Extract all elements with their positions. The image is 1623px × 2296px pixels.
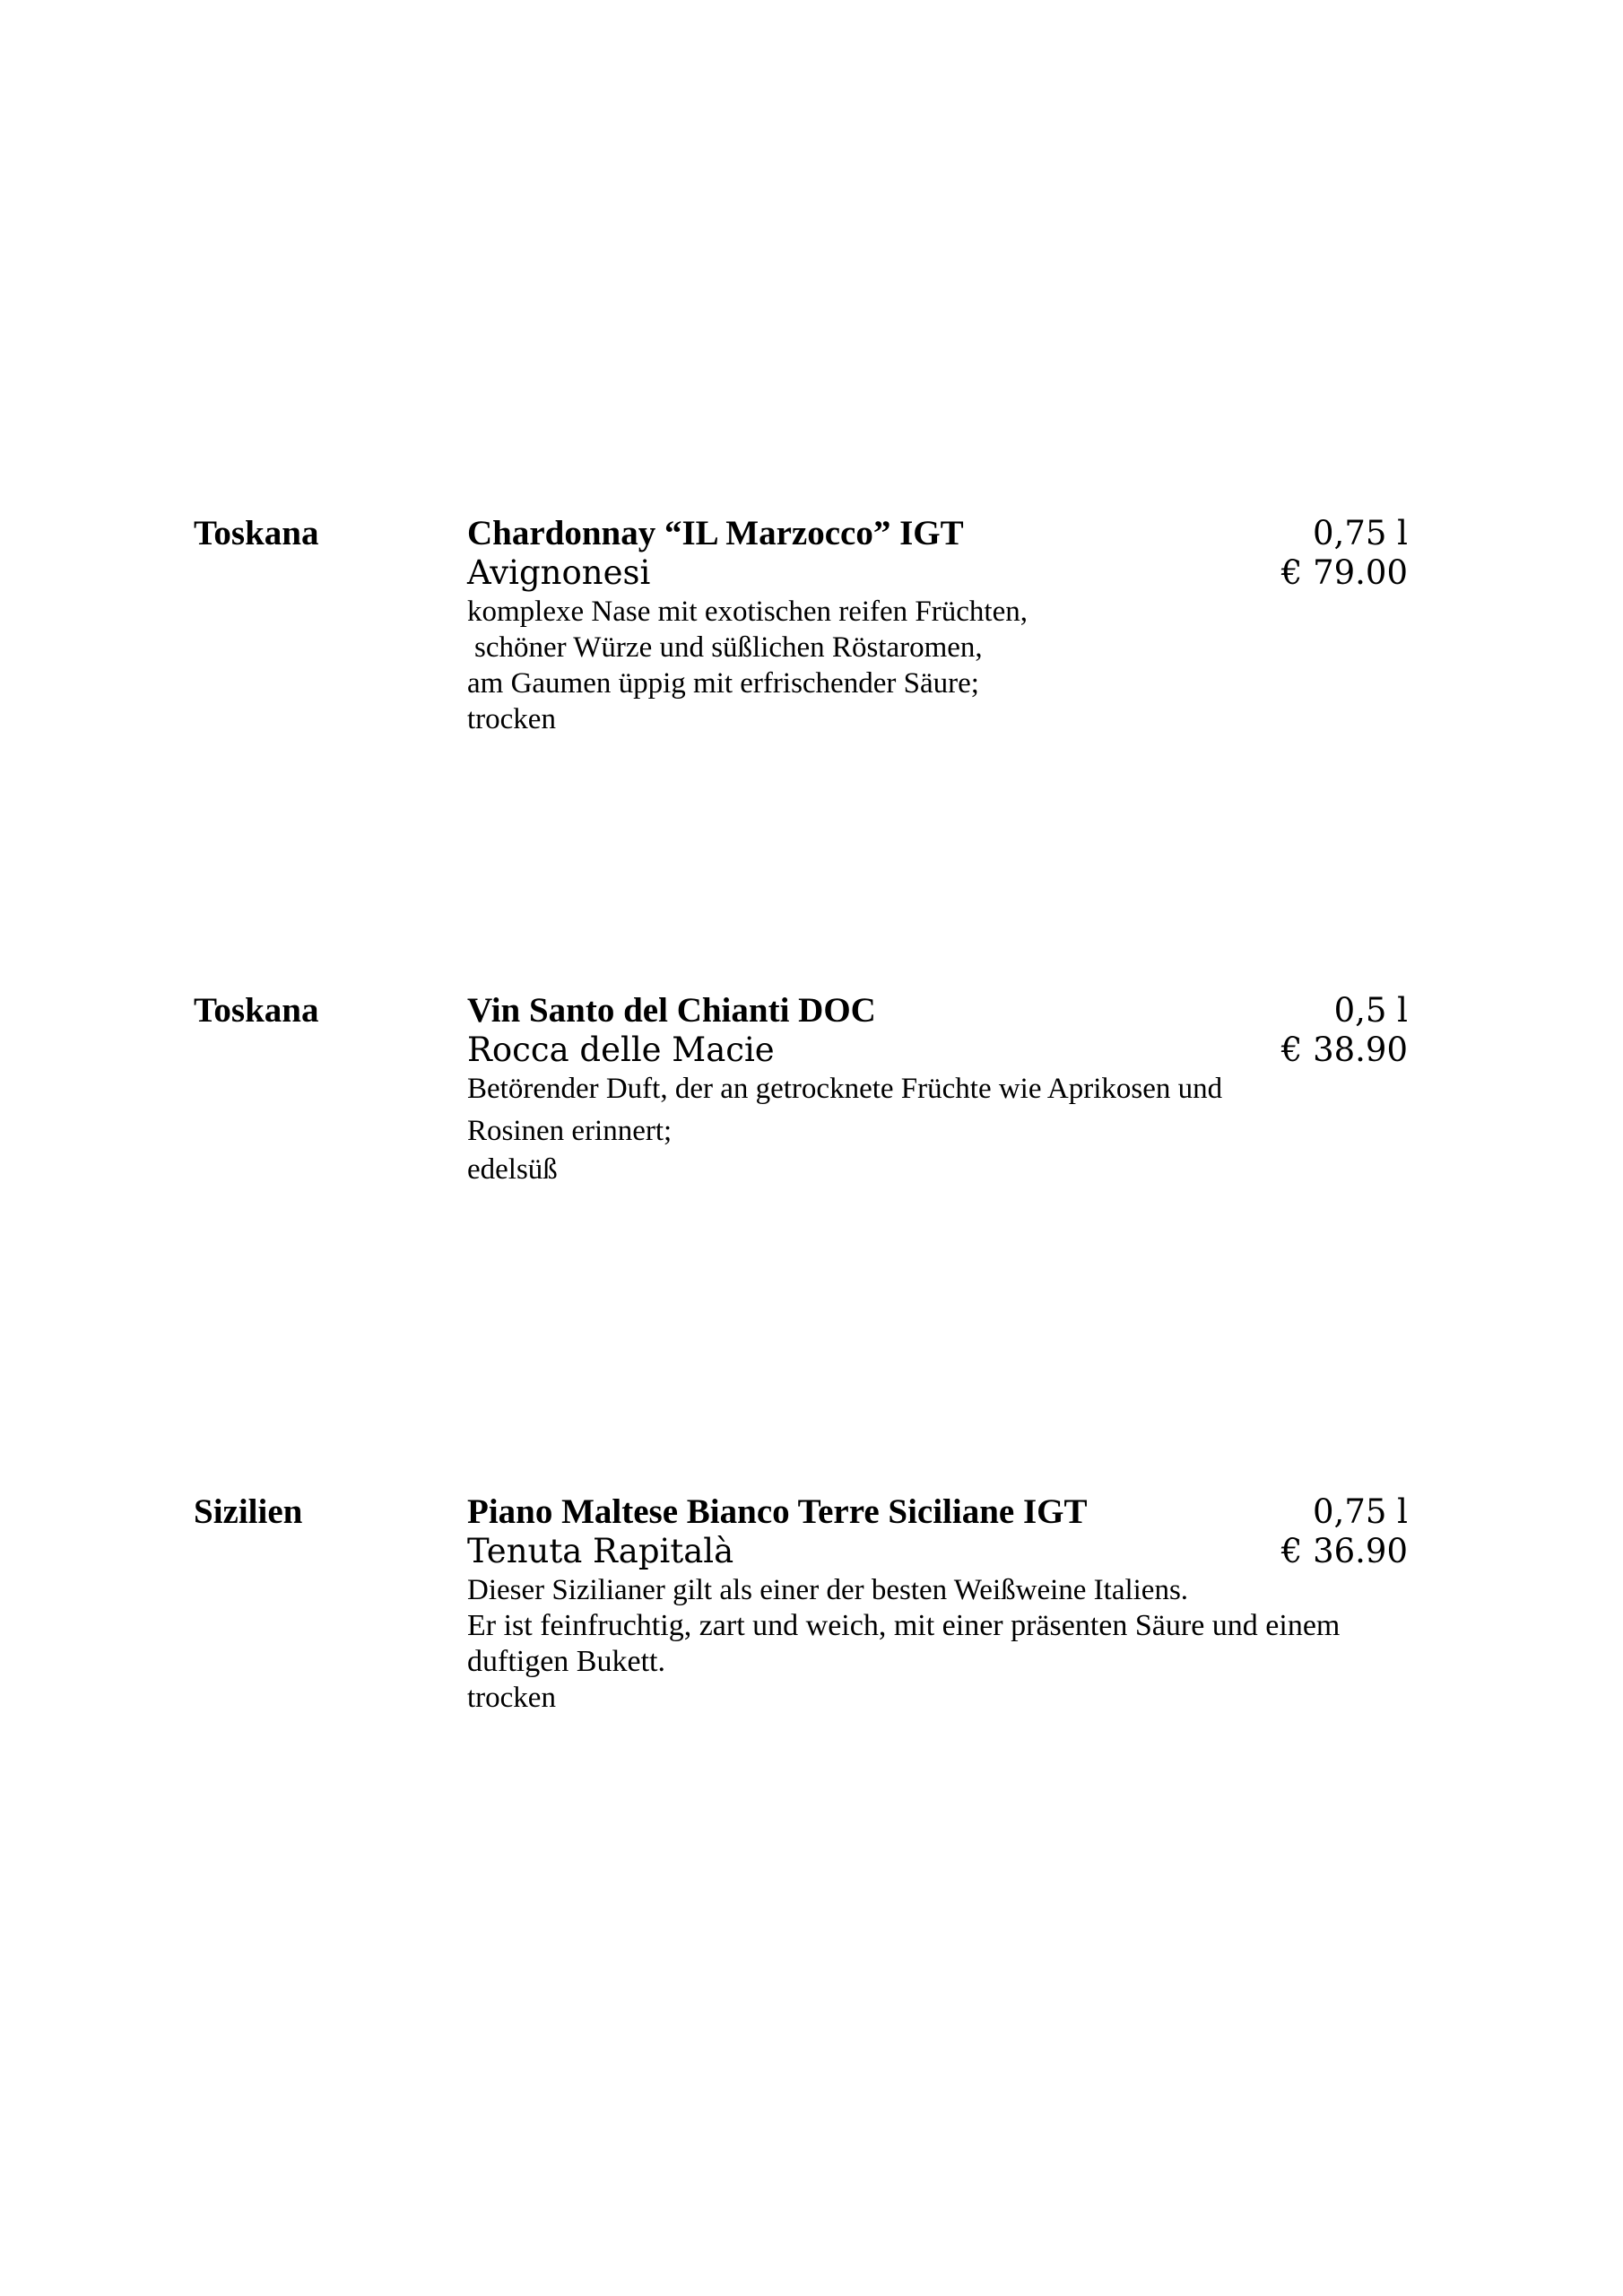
bottle-volume: 0,5 l bbox=[1333, 991, 1408, 1030]
region-label: Sizilien bbox=[194, 1492, 303, 1531]
wine-name: Vin Santo del Chianti DOC bbox=[467, 991, 876, 1030]
wine-price: € 79.00 bbox=[1280, 553, 1408, 592]
tasting-note-line: Er ist feinfruchtig, zart und weich, mit einer präsenten Säure und einem bbox=[467, 1609, 1341, 1642]
tasting-note-line: schöner Würze und süßlichen Röstaromen, bbox=[474, 631, 983, 664]
tasting-note-line: duftigen Bukett. bbox=[467, 1645, 665, 1678]
wine-name: Chardonnay “IL Marzocco” IGT bbox=[467, 514, 964, 552]
producer-name: Avignonesi bbox=[467, 553, 651, 592]
region-label: Toskana bbox=[194, 991, 319, 1030]
tasting-note-line: Dieser Sizilianer gilt als einer der besten Weißweine Italiens. bbox=[467, 1574, 1189, 1606]
wine-price: € 38.90 bbox=[1280, 1031, 1408, 1069]
region-label: Toskana bbox=[194, 514, 319, 552]
tasting-notes bbox=[467, 1572, 1340, 1716]
tasting-note-line: Betörender Duft, der an getrocknete Früchte wie Aprikosen und bbox=[467, 1073, 1223, 1105]
tasting-note-line: Rosinen erinnert; bbox=[467, 1115, 673, 1147]
bottle-volume: 0,75 l bbox=[1313, 514, 1408, 552]
tasting-note-line: am Gaumen üppig mit erfrischender Säure; bbox=[467, 667, 979, 700]
tasting-note-line: trocken bbox=[467, 1682, 556, 1714]
tasting-note-line: edelsüß bbox=[467, 1153, 558, 1186]
wine-name: Piano Maltese Bianco Terre Siciliane IGT bbox=[467, 1492, 1088, 1531]
tasting-notes bbox=[467, 1071, 1222, 1187]
producer-name: Tenuta Rapitalà bbox=[467, 1532, 734, 1570]
tasting-note-line: komplexe Nase mit exotischen reifen Früchten, bbox=[467, 596, 1028, 628]
wine-price: € 36.90 bbox=[1280, 1532, 1408, 1570]
tasting-notes bbox=[467, 594, 1028, 737]
tasting-note-line: trocken bbox=[467, 703, 556, 735]
bottle-volume: 0,75 l bbox=[1313, 1492, 1408, 1531]
producer-name: Rocca delle Macie bbox=[467, 1031, 775, 1069]
